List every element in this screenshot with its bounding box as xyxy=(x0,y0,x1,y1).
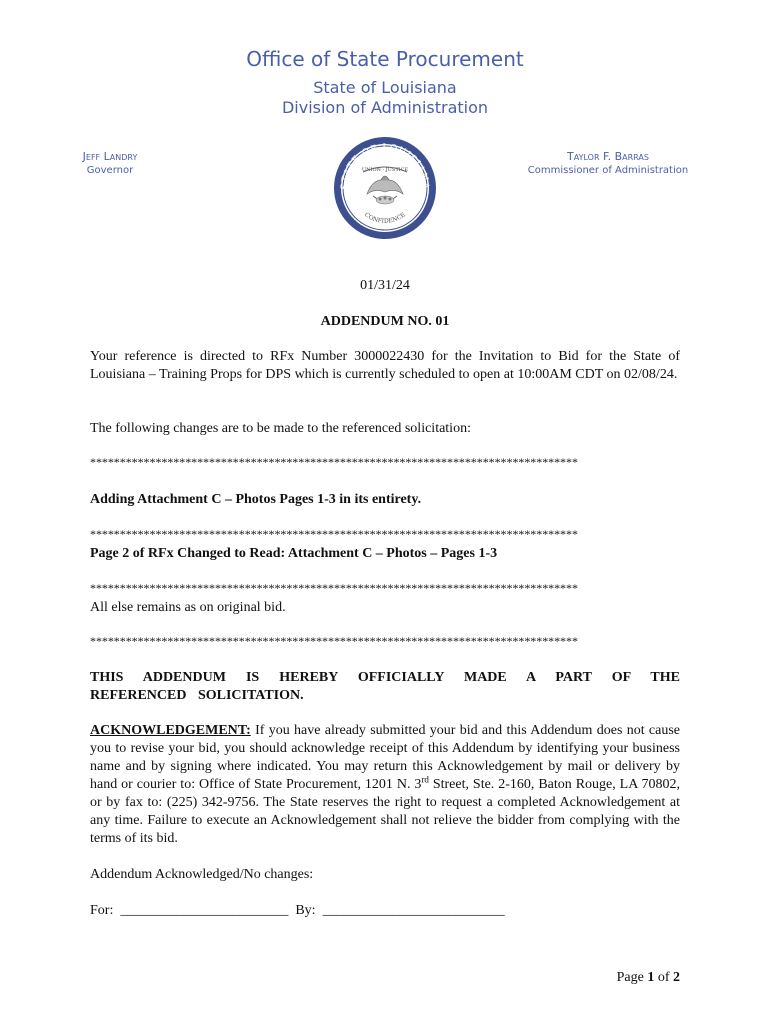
letter-date: 01/31/24 xyxy=(360,278,410,293)
state-seal-icon xyxy=(333,136,437,240)
separator-2: ********************************************************************************** xyxy=(90,527,578,541)
changes-intro: The following changes are to be made to the referenced solicitation: xyxy=(90,421,471,436)
acknowledgement-label: ACKNOWLEDGEMENT: xyxy=(90,723,251,738)
governor-title: Governor xyxy=(86,165,134,176)
division-name: Division of Administration xyxy=(281,98,489,117)
seal-bottom-text: CONFIDENCE xyxy=(363,211,407,225)
separator-1: ********************************************************************************** xyxy=(90,455,578,469)
current-page: 1 xyxy=(647,970,655,985)
acknowledgement-text-2: Street, Ste. 2-160, Baton Rouge, LA 70802, or by fax to: (225) 342-9756. The State reserves the right to request a completed Acknowledgement at any time. Failure to execute an Acknowledgement shall not relieve the bidder from complying with the terms of its bid. xyxy=(90,777,681,846)
separator-4: ********************************************************************************** xyxy=(90,634,578,648)
official-statement: THIS ADDENDUM IS HEREBY OFFICIALLY MADE A PART OF THE REFERENCED SOLICITATION. xyxy=(90,670,680,703)
seal-ribbon-text: UNION · JUSTICE xyxy=(361,167,409,173)
commissioner-block xyxy=(520,150,696,176)
intro-paragraph: Your reference is directed to RFx Number 3000022430 for the Invitation to Bid for the State of Louisiana – Training Props for DPS which is currently scheduled to open at 10:00AM CDT on 02/08/24. xyxy=(90,349,680,382)
seal-ring-text: STATE OF LOUISIANA xyxy=(339,142,431,191)
change-item-2: Page 2 of RFx Changed to Read: Attachment C – Photos – Pages 1-3 xyxy=(90,546,498,561)
acknowledged-label: Addendum Acknowledged/No changes: xyxy=(90,867,314,882)
commissioner-name: Taylor F. Barras xyxy=(567,150,649,163)
remains-text: All else remains as on original bid. xyxy=(90,600,286,615)
addendum-title: ADDENDUM NO. 01 xyxy=(320,314,450,329)
acknowledgement-text-1: If you have already submitted your bid and this Addendum does not cause you to revise your bid, you should acknowledge receipt of this Addendum by identifying your business name and by signing where indicated. You may return this Acknowledgement by mail or delivery by hand or courier to: Office of State Procurement, 1201 N. 3 xyxy=(90,723,680,792)
page-word: Page xyxy=(616,970,644,985)
total-pages: 2 xyxy=(673,970,680,985)
governor-block xyxy=(70,150,150,176)
state-name: State of Louisiana xyxy=(313,78,457,97)
commissioner-title: Commissioner of Administration xyxy=(527,165,689,176)
signature-line: For: ________________________ By: __________________________ xyxy=(90,903,505,918)
change-item-1: Adding Attachment C – Photos Pages 1-3 in its entirety. xyxy=(90,492,422,507)
of-word: of xyxy=(657,970,670,985)
governor-name: Jeff Landry xyxy=(82,150,138,163)
page-number xyxy=(560,970,680,986)
ordinal-suffix: rd xyxy=(421,774,429,785)
acknowledgement-paragraph xyxy=(90,722,680,848)
office-title: Office of State Procurement xyxy=(246,47,524,71)
separator-3: ********************************************************************************** xyxy=(90,581,578,595)
